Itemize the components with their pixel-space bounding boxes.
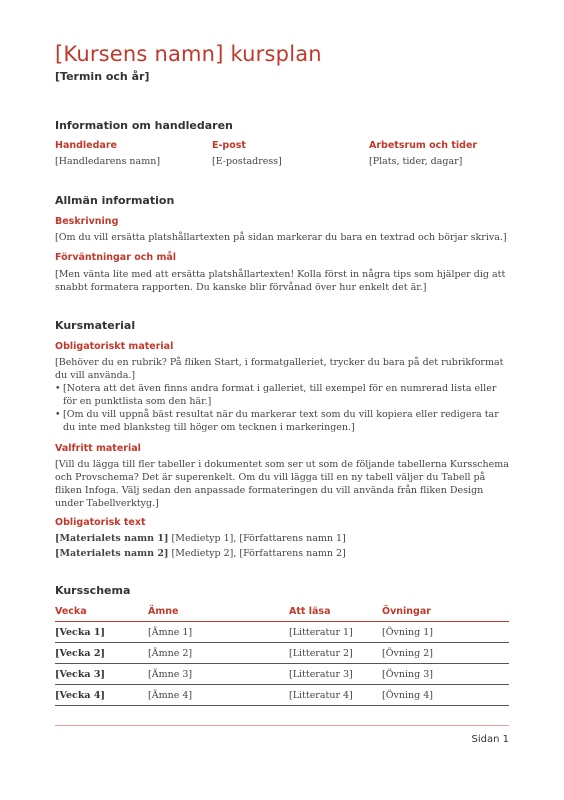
required-text-item-1	[55, 532, 509, 545]
cell-topic: [Ämne 3]	[148, 664, 289, 685]
column-header-reading: Att läsa	[289, 604, 382, 622]
cell-reading: [Litteratur 3]	[289, 664, 382, 685]
required-material-label: Obligatoriskt material	[55, 341, 174, 352]
schedule-table	[55, 604, 509, 706]
email-label: E-post	[212, 140, 246, 151]
cell-topic: [Ämne 1]	[148, 622, 289, 643]
office-label: Arbetsrum och tider	[369, 140, 478, 151]
email-value: [E-postadress]	[212, 156, 282, 167]
description-label: Beskrivning	[55, 216, 119, 227]
instructor-value: [Handledarens namn]	[55, 156, 161, 167]
cell-exercise: [Övning 1]	[382, 622, 509, 643]
office-value: [Plats, tider, dagar]	[369, 156, 463, 167]
required-text-item-2	[55, 547, 509, 560]
cell-reading: [Litteratur 4]	[289, 685, 382, 706]
expectations-text: [Men vänta lite med att ersätta platshållartexten! Kolla först in några tips som hjälper dig att snabbt formatera rapporten. Du kanske blir förvånad över hur enkelt det är.]	[55, 269, 506, 293]
optional-material-label: Valfritt material	[55, 443, 141, 454]
material-details: [Medietyp 1], [Författarens namn 1]	[168, 533, 346, 544]
materials-heading: Kursmaterial	[55, 319, 136, 332]
table-header-row	[55, 604, 509, 622]
expectations-label: Förväntningar och mål	[55, 252, 177, 263]
table-row	[55, 643, 509, 664]
table-row	[55, 664, 509, 685]
column-header-topic: Ämne	[148, 604, 289, 622]
page-subtitle: [Termin och år]	[55, 70, 150, 83]
instructor-grid	[55, 140, 526, 168]
instructor-heading: Information om handledaren	[55, 119, 233, 132]
material-name: [Materialets namn 1]	[55, 533, 169, 544]
cell-exercise: [Övning 3]	[382, 664, 509, 685]
page-title: [Kursens namn] kursplan	[55, 42, 322, 66]
instructor-col-email	[212, 140, 369, 168]
column-header-week: Vecka	[55, 604, 148, 622]
schedule-heading: Kursschema	[55, 584, 131, 597]
cell-reading: [Litteratur 1]	[289, 622, 382, 643]
page-number: Sidan 1	[471, 734, 509, 745]
cell-week: [Vecka 2]	[55, 643, 148, 664]
material-name: [Materialets namn 2]	[55, 548, 169, 559]
cell-exercise: [Övning 4]	[382, 685, 509, 706]
cell-reading: [Litteratur 2]	[289, 643, 382, 664]
document-page	[55, 40, 509, 701]
list-item: • [Notera att det även finns andra format i galleriet, till exempel för en numrerad lista eller för en punktlista som den här.]	[55, 382, 509, 408]
cell-topic: [Ämne 2]	[148, 643, 289, 664]
required-text-label: Obligatorisk text	[55, 517, 146, 528]
material-details: [Medietyp 2], [Författarens namn 2]	[168, 548, 346, 559]
cell-week: [Vecka 4]	[55, 685, 148, 706]
cell-week: [Vecka 3]	[55, 664, 148, 685]
table-row	[55, 622, 509, 643]
cell-topic: [Ämne 4]	[148, 685, 289, 706]
general-heading: Allmän information	[55, 194, 175, 207]
instructor-col-office	[369, 140, 526, 168]
footer-divider	[55, 725, 509, 726]
list-item: • [Om du vill uppnå bäst resultat när du markerar text som du vill kopiera eller redigera tar du inte med blanksteg till höger om tecknen i markeringen.]	[55, 408, 509, 434]
column-header-exercises: Övningar	[382, 604, 509, 622]
material-bullet-list	[55, 382, 509, 434]
instructor-label: Handledare	[55, 140, 117, 151]
table-row	[55, 685, 509, 706]
cell-week: [Vecka 1]	[55, 622, 148, 643]
optional-material-text: [Vill du lägga till fler tabeller i dokumentet som ser ut som de följande tabellerna Kursschema och Provschema? Det är superenkelt. Om du vill lägga till en ny tabell väljer du Tabell på fliken Infoga. Välj sedan den anpassade formateringen du vill använda från fliken Design under Tabellverktyg.]	[55, 459, 509, 509]
cell-exercise: [Övning 2]	[382, 643, 509, 664]
required-material-text: [Behöver du en rubrik? På fliken Start, i formatgalleriet, trycker du bara på det rubrikformat du vill använda.]	[55, 357, 504, 381]
instructor-col-name	[55, 140, 212, 168]
description-text: [Om du vill ersätta platshållartexten på sidan markerar du bara en textrad och börjar skriva.]	[55, 232, 507, 243]
